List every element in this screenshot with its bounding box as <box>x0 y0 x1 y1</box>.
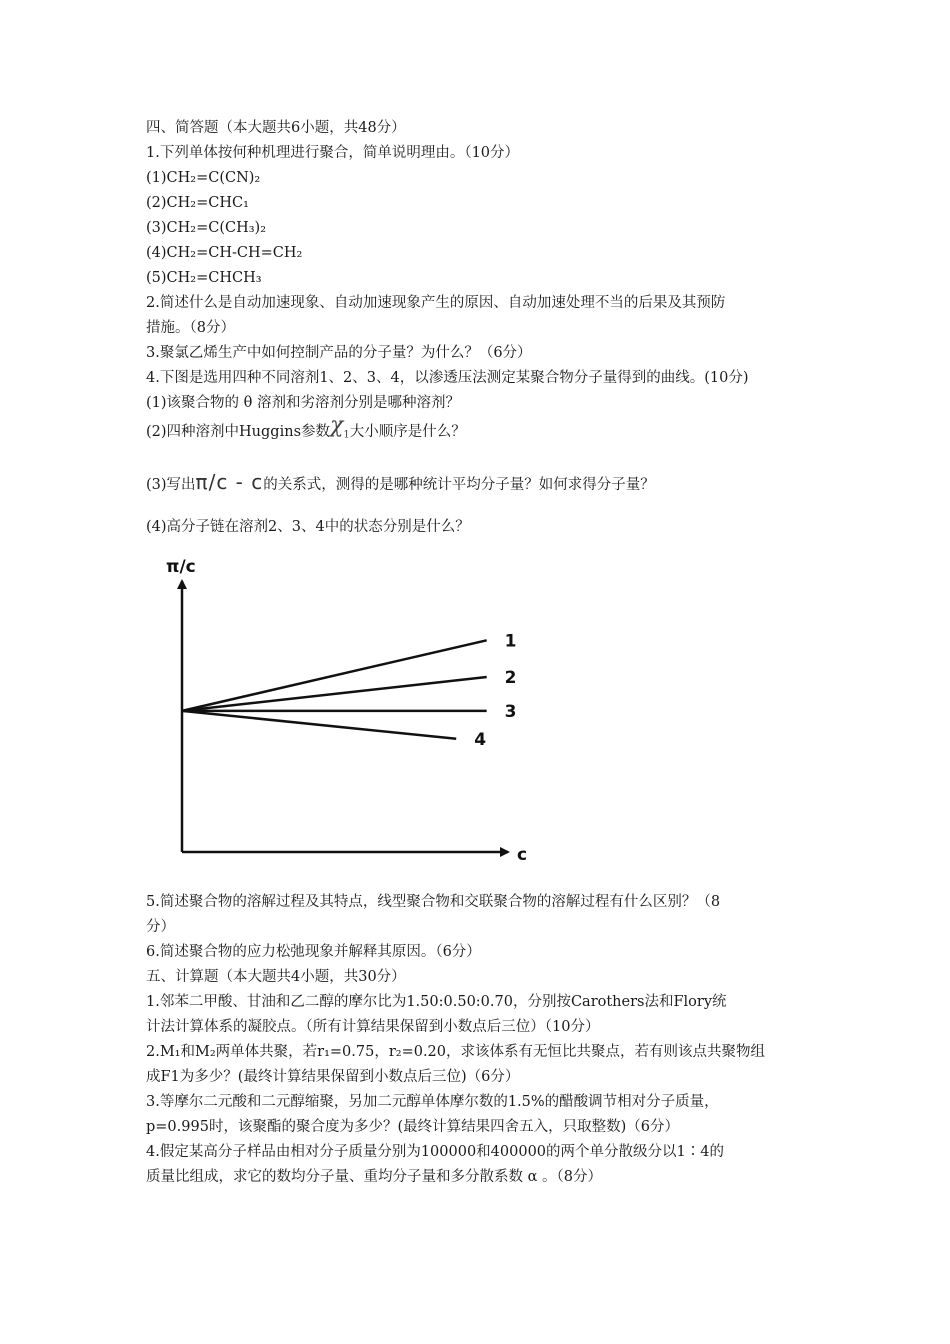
q1-stem: 1.下列单体按何种机理进行聚合，简单说明理由。（10分） <box>146 145 520 161</box>
calc-q2-line2: 成F1为多少？(最终计算结果保留到小数点后三位)（6分） <box>146 1069 520 1085</box>
q4-sub2 <box>146 413 466 449</box>
series-label-2: 2 <box>504 667 517 688</box>
calc-q3-line1: 3.等摩尔二元酸和二元醇缩聚，另加二元醇单体摩尔数的1.5%的醋酸调节相对分子质量， <box>146 1094 719 1110</box>
q5-line1: 5.简述聚合物的溶解过程及其特点，线型聚合物和交联聚合物的溶解过程有什么区别？（8 <box>146 894 721 910</box>
huggins-chi-symbol: $\chi_1$ <box>330 413 350 441</box>
q4-sub3-pre: (3)写出 <box>146 477 196 493</box>
q4-sub3-post: 的关系式，测得的是哪种统计平均分子量？如何求得分子量？ <box>263 477 655 493</box>
series-line-2 <box>182 677 487 711</box>
q4-sub3 <box>146 472 655 495</box>
pi-over-c-formula: π/c - c <box>195 470 264 494</box>
q4-sub1: (1)该聚合物的 θ 溶剂和劣溶剂分别是哪种溶剂？ <box>146 395 460 411</box>
series-group <box>182 631 517 750</box>
osmotic-pressure-chart <box>150 548 540 873</box>
calc-q2-line1: 2.M₁和M₂两单体共聚，若r₁=0.75，r₂=0.20，求该体系有无恒比共聚点，若有则该点共聚物组 <box>146 1044 766 1060</box>
calc-q3-line2: p=0.995时，该聚酯的聚合度为多少？(最终计算结果四舍五入，只取整数)（6分） <box>146 1119 679 1135</box>
calc-q4-line1: 4.假定某高分子样品由相对分子质量分别为100000和400000的两个单分散级分以1∶4的 <box>146 1144 724 1160</box>
section5-header: 五、计算题（本大题共4小题，共30分） <box>146 969 406 985</box>
q1-item-1: (1)CH₂=C(CN)₂ <box>146 170 261 186</box>
series-label-4: 4 <box>474 729 487 750</box>
q1-item-2: (2)CH₂=CHC₁ <box>146 195 249 211</box>
calc-q1-line1: 1.邻苯二甲酸、甘油和乙二醇的摩尔比为1.50:0.50:0.70，分别按Carothers法和Flory统 <box>146 994 727 1010</box>
q4-stem: 4.下图是选用四种不同溶剂1、2、3、4，以渗透压法测定某聚合物分子量得到的曲线。(10分) <box>146 370 749 386</box>
q4-sub2-pre: (2)四种溶剂中Huggins参数 <box>146 424 331 440</box>
calc-q4-line2: 质量比组成，求它的数均分子量、重均分子量和多分散系数 α 。（8分） <box>146 1169 602 1185</box>
x-axis-label: c <box>517 845 528 865</box>
q4-sub4: (4)高分子链在溶剂2、3、4中的状态分别是什么？ <box>146 519 470 535</box>
q1-item-3: (3)CH₂=C(CH₃)₂ <box>146 220 267 236</box>
section4-header: 四、简答题（本大题共6小题，共48分） <box>146 120 406 136</box>
q1-item-5: (5)CH₂=CHCH₃ <box>146 270 262 286</box>
q1-item-4: (4)CH₂=CH-CH=CH₂ <box>146 245 303 261</box>
series-line-1 <box>182 640 487 711</box>
y-axis-label: π/c <box>166 557 196 577</box>
series-label-1: 1 <box>504 631 517 652</box>
q4-sub2-post: 大小顺序是什么？ <box>349 424 466 440</box>
q6-text: 6.简述聚合物的应力松弛现象并解释其原因。（6分） <box>146 944 481 960</box>
series-line-4 <box>182 711 456 739</box>
q3-text: 3.聚氯乙烯生产中如何控制产品的分子量？为什么？（6分） <box>146 345 532 361</box>
series-label-3: 3 <box>504 701 517 722</box>
calc-q1-line2: 计法计算体系的凝胶点。（所有计算结果保留到小数点后三位）（10分） <box>146 1019 600 1035</box>
q2-line1: 2.简述什么是自动加速现象、自动加速现象产生的原因、自动加速处理不当的后果及其预防 <box>146 295 726 311</box>
q2-line2: 措施。（8分） <box>146 320 235 336</box>
q5-line2: 分） <box>146 919 175 935</box>
